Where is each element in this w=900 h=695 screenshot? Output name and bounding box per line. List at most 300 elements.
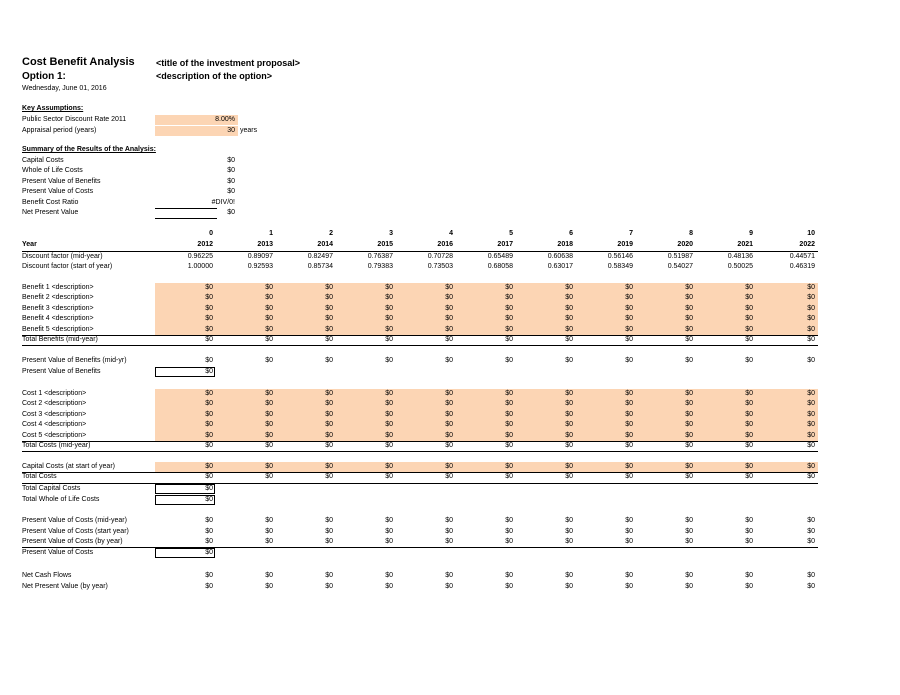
table-cell: 0.58349 [607, 263, 633, 270]
row-label: Discount factor (mid-year) [22, 252, 103, 260]
table-cell[interactable]: $0 [807, 294, 815, 302]
table-cell: $0 [625, 527, 633, 535]
assumption-discount-rate [22, 115, 322, 125]
table-cell: $0 [325, 336, 333, 343]
table-cell[interactable]: $0 [505, 400, 513, 408]
table-cell: 2 [329, 230, 333, 237]
table-cell: $0 [445, 538, 453, 545]
table-cell[interactable]: $0 [565, 325, 573, 333]
table-cell[interactable]: $0 [505, 463, 513, 470]
table-cell[interactable]: $0 [265, 431, 273, 439]
table-cell[interactable]: $0 [205, 400, 213, 408]
table-cell: $0 [445, 517, 453, 524]
table-cell[interactable]: $0 [505, 315, 513, 323]
table-cell: $0 [265, 582, 273, 590]
row-label: Benefit 5 <description> [22, 325, 94, 333]
table-cell[interactable]: $0 [565, 421, 573, 429]
table-cell[interactable]: $0 [325, 315, 333, 323]
table-cell[interactable]: $0 [445, 315, 453, 323]
benefit-row [22, 325, 818, 335]
table-cell: $0 [625, 442, 633, 449]
table-cell: $0 [505, 442, 513, 449]
table-cell: $0 [505, 572, 513, 579]
table-cell: $0 [205, 357, 213, 364]
net-cash-flows-row [22, 571, 818, 581]
row-label: Cost 5 <description> [22, 431, 87, 439]
cost-row [22, 399, 818, 409]
row-label: Present Value of Benefits (mid-yr) [22, 357, 127, 364]
table-cell[interactable]: $0 [565, 284, 573, 291]
table-cell: 1.00000 [187, 263, 213, 270]
table-cell: 0.65489 [487, 252, 513, 260]
summary-label: Capital Costs [22, 157, 64, 164]
table-cell: $0 [745, 517, 753, 524]
row-label: Discount factor (start of year) [22, 263, 113, 270]
table-cell: $0 [565, 572, 573, 579]
table-cell: $0 [445, 473, 453, 481]
table-cell: $0 [205, 473, 213, 481]
table-cell[interactable]: $0 [745, 463, 753, 470]
table-cell: $0 [325, 517, 333, 524]
table-cell: $0 [505, 582, 513, 590]
table-cell: 2021 [737, 241, 753, 248]
table-cell: $0 [565, 538, 573, 545]
table-cell[interactable]: $0 [205, 390, 213, 397]
table-cell[interactable]: $0 [445, 463, 453, 470]
table-cell[interactable]: $0 [565, 463, 573, 470]
cost-row [22, 431, 818, 441]
table-cell[interactable]: $0 [265, 284, 273, 291]
table-cell: $0 [265, 357, 273, 364]
table-cell[interactable]: $0 [385, 463, 393, 470]
table-cell[interactable]: $0 [205, 410, 213, 418]
table-cell: $0 [745, 572, 753, 579]
summary-divider [155, 208, 217, 209]
table-cell: 0.50025 [727, 263, 753, 270]
table-cell[interactable]: $0 [445, 325, 453, 333]
table-cell[interactable]: $0 [265, 325, 273, 333]
table-cell: $0 [807, 442, 815, 449]
table-cell[interactable]: $0 [385, 390, 393, 397]
table-cell[interactable]: $0 [445, 431, 453, 439]
table-cell[interactable]: $0 [505, 421, 513, 429]
page-title: Cost Benefit Analysis [22, 56, 135, 68]
table-cell[interactable]: $0 [205, 304, 213, 312]
table-cell[interactable]: $0 [807, 431, 815, 439]
table-cell: 0.89097 [247, 252, 273, 260]
table-cell: $0 [807, 517, 815, 524]
table-cell[interactable]: $0 [205, 421, 213, 429]
table-cell[interactable]: $0 [505, 294, 513, 302]
table-cell: $0 [565, 582, 573, 590]
table-cell: $0 [565, 517, 573, 524]
report-date: Wednesday, June 01, 2016 [22, 85, 107, 92]
table-cell[interactable]: $0 [625, 284, 633, 291]
summary-label: Benefit Cost Ratio [22, 198, 79, 206]
table-cell[interactable]: $0 [565, 304, 573, 312]
table-cell: $0 [807, 336, 815, 343]
table-cell[interactable]: $0 [445, 410, 453, 418]
table-cell[interactable]: $0 [745, 284, 753, 291]
table-cell: 0.54027 [667, 263, 693, 270]
table-cell[interactable]: $0 [325, 410, 333, 418]
table-cell[interactable]: $0 [807, 400, 815, 408]
table-cell[interactable]: $0 [445, 304, 453, 312]
table-cell: $0 [807, 582, 815, 590]
table-cell[interactable]: $0 [385, 431, 393, 439]
table-cell: 0.60638 [547, 252, 573, 260]
table-cell[interactable]: $0 [505, 390, 513, 397]
table-cell[interactable]: $0 [325, 431, 333, 439]
table-cell: $0 [265, 517, 273, 524]
table-cell: $0 [625, 517, 633, 524]
cost-row [22, 410, 818, 420]
table-cell: 0.48136 [727, 252, 753, 260]
table-cell[interactable]: $0 [807, 463, 815, 470]
year-row [22, 240, 818, 250]
option-label: Option 1: [22, 71, 66, 82]
table-cell: $0 [685, 572, 693, 579]
table-cell: $0 [385, 442, 393, 449]
cost-row [22, 389, 818, 399]
total-benefits-row [22, 335, 818, 345]
table-cell[interactable]: $0 [685, 284, 693, 291]
table-cell[interactable]: $0 [625, 463, 633, 470]
table-cell[interactable]: $0 [325, 421, 333, 429]
table-cell[interactable]: $0 [265, 463, 273, 470]
table-cell[interactable]: $0 [385, 304, 393, 312]
table-cell: 2018 [557, 241, 573, 248]
table-cell[interactable]: $0 [625, 315, 633, 323]
table-cell[interactable]: $0 [385, 315, 393, 323]
summary-value: #DIV/0! [211, 198, 235, 206]
table-cell: $0 [155, 484, 215, 494]
table-cell[interactable]: $0 [265, 304, 273, 312]
table-cell[interactable]: $0 [265, 315, 273, 323]
table-cell[interactable]: $0 [625, 325, 633, 333]
table-cell: $0 [385, 336, 393, 343]
table-cell[interactable]: $0 [445, 294, 453, 302]
table-cell[interactable]: $0 [325, 325, 333, 333]
table-cell: $0 [325, 572, 333, 579]
total-wol-costs-row [22, 495, 818, 505]
row-label: Year [22, 241, 37, 248]
table-cell: $0 [625, 538, 633, 545]
table-cell: 0.73503 [427, 263, 453, 270]
row-label: Total Costs [22, 473, 57, 481]
total-costs-mid-row [22, 441, 818, 451]
discount-mid-row [22, 252, 818, 262]
table-cell[interactable]: $0 [625, 390, 633, 397]
table-cell[interactable]: $0 [505, 410, 513, 418]
table-cell: 2012 [197, 241, 213, 248]
table-cell: $0 [205, 538, 213, 545]
period-number-row [22, 229, 818, 239]
table-cell: $0 [745, 442, 753, 449]
table-cell[interactable]: $0 [625, 294, 633, 302]
table-cell: $0 [445, 336, 453, 343]
table-cell[interactable]: $0 [205, 463, 213, 470]
table-cell[interactable]: $0 [685, 463, 693, 470]
table-cell[interactable]: $0 [745, 325, 753, 333]
table-cell[interactable]: $0 [445, 400, 453, 408]
table-cell: 3 [389, 230, 393, 237]
table-cell[interactable]: $0 [807, 304, 815, 312]
table-cell: $0 [505, 538, 513, 545]
pv-costs-start-row [22, 527, 818, 537]
table-cell: $0 [325, 538, 333, 545]
table-cell[interactable]: $0 [745, 315, 753, 323]
table-cell: $0 [745, 527, 753, 535]
table-cell[interactable]: $0 [385, 294, 393, 302]
summary-heading: Summary of the Results of the Analysis: [22, 146, 156, 153]
table-cell: $0 [745, 473, 753, 481]
table-cell: 0.70728 [427, 252, 453, 260]
summary-row [22, 156, 322, 166]
table-cell: $0 [807, 538, 815, 545]
table-cell: 0.68058 [487, 263, 513, 270]
table-cell[interactable]: $0 [745, 294, 753, 302]
table-cell[interactable]: $0 [385, 400, 393, 408]
table-cell[interactable]: $0 [807, 421, 815, 429]
table-cell[interactable]: $0 [625, 400, 633, 408]
table-cell[interactable]: $0 [325, 304, 333, 312]
table-cell[interactable]: $0 [745, 410, 753, 418]
row-label: Total Costs (mid-year) [22, 442, 91, 449]
table-cell: $0 [445, 442, 453, 449]
table-cell[interactable]: $0 [385, 325, 393, 333]
table-cell: $0 [265, 538, 273, 545]
row-divider [22, 345, 818, 346]
table-cell: 0.76387 [367, 252, 393, 260]
table-cell[interactable]: $0 [265, 421, 273, 429]
table-cell[interactable]: $0 [807, 325, 815, 333]
table-cell: $0 [807, 473, 815, 481]
summary-row [22, 208, 322, 218]
table-cell[interactable]: $0 [685, 400, 693, 408]
row-label: Present Value of Costs [22, 548, 94, 556]
table-cell: 9 [749, 230, 753, 237]
table-cell[interactable]: $0 [385, 410, 393, 418]
pv-benefits-mid-row [22, 356, 818, 366]
table-cell[interactable]: $0 [565, 294, 573, 302]
table-cell[interactable]: $0 [445, 421, 453, 429]
table-cell[interactable]: $0 [565, 431, 573, 439]
table-cell: $0 [205, 336, 213, 343]
table-cell[interactable]: $0 [807, 315, 815, 323]
table-cell[interactable]: $0 [205, 315, 213, 323]
table-cell: $0 [625, 473, 633, 481]
table-cell: $0 [685, 517, 693, 524]
table-cell: $0 [325, 442, 333, 449]
summary-row [22, 177, 322, 187]
table-cell[interactable]: $0 [745, 431, 753, 439]
table-cell: 0.44571 [789, 252, 815, 260]
row-label: Benefit 2 <description> [22, 294, 94, 302]
benefit-row [22, 293, 818, 303]
table-cell: $0 [155, 548, 215, 558]
table-cell[interactable]: $0 [265, 390, 273, 397]
row-label: Total Capital Costs [22, 485, 81, 492]
table-cell: $0 [625, 572, 633, 579]
table-cell[interactable]: $0 [745, 304, 753, 312]
table-cell[interactable]: $0 [205, 294, 213, 302]
table-cell: $0 [265, 527, 273, 535]
table-cell: 10 [807, 230, 815, 237]
table-cell[interactable]: $0 [685, 390, 693, 397]
table-cell: $0 [265, 473, 273, 481]
pv-costs-mid-row [22, 516, 818, 526]
table-cell: $0 [807, 572, 815, 579]
table-cell[interactable]: $0 [205, 431, 213, 439]
table-cell[interactable]: $0 [625, 431, 633, 439]
proposal-title: <title of the investment proposal> [156, 58, 301, 68]
table-cell[interactable]: $0 [745, 400, 753, 408]
assumptions-heading: Key Assumptions: [22, 105, 84, 112]
discount-rate-input[interactable]: 8.00% [155, 115, 238, 125]
table-cell[interactable]: $0 [445, 284, 453, 291]
table-cell[interactable]: $0 [325, 463, 333, 470]
table-cell: $0 [565, 473, 573, 481]
table-cell: $0 [385, 538, 393, 545]
table-cell: $0 [565, 442, 573, 449]
table-cell[interactable]: $0 [325, 390, 333, 397]
appraisal-period-input[interactable]: 30 [155, 126, 238, 136]
summary-row [22, 166, 322, 176]
summary-value: $0 [227, 209, 235, 216]
row-label: Present Value of Benefits [22, 367, 101, 375]
row-label: Present Value of Costs (mid-year) [22, 517, 127, 524]
npv-by-year-row [22, 582, 818, 592]
table-cell[interactable]: $0 [625, 304, 633, 312]
table-cell: $0 [625, 336, 633, 343]
table-cell: $0 [385, 473, 393, 481]
table-cell: $0 [505, 336, 513, 343]
row-label: Benefit 1 <description> [22, 284, 94, 291]
benefit-row [22, 304, 818, 314]
table-cell: $0 [685, 538, 693, 545]
table-cell: $0 [325, 527, 333, 535]
table-cell[interactable]: $0 [205, 284, 213, 291]
table-cell[interactable]: $0 [685, 431, 693, 439]
table-cell[interactable]: $0 [745, 421, 753, 429]
table-cell[interactable]: $0 [685, 410, 693, 418]
table-cell: 5 [509, 230, 513, 237]
table-cell: $0 [205, 572, 213, 579]
total-costs-row [22, 472, 818, 482]
table-cell[interactable]: $0 [565, 400, 573, 408]
row-label: Net Cash Flows [22, 572, 72, 579]
benefit-row [22, 314, 818, 324]
table-cell[interactable]: $0 [445, 390, 453, 397]
capital-costs-row [22, 462, 818, 472]
row-label: Total Benefits (mid-year) [22, 336, 98, 343]
table-cell[interactable]: $0 [807, 284, 815, 291]
row-label: Cost 4 <description> [22, 421, 87, 429]
table-cell[interactable]: $0 [745, 390, 753, 397]
table-cell: 2022 [799, 241, 815, 248]
table-cell[interactable]: $0 [265, 400, 273, 408]
appraisal-period-unit: years [240, 126, 258, 134]
row-label: Cost 3 <description> [22, 410, 87, 418]
table-cell[interactable]: $0 [205, 325, 213, 333]
table-cell: 0.51987 [667, 252, 693, 260]
table-cell: $0 [505, 357, 513, 364]
table-cell[interactable]: $0 [505, 284, 513, 291]
summary-value: $0 [227, 188, 235, 196]
table-cell[interactable]: $0 [265, 294, 273, 302]
table-cell: 2013 [257, 241, 273, 248]
table-cell: $0 [685, 442, 693, 449]
table-cell[interactable]: $0 [325, 400, 333, 408]
table-cell[interactable]: $0 [685, 294, 693, 302]
table-cell: 0.82497 [307, 252, 333, 260]
pv-benefits-row [22, 367, 818, 377]
table-cell: 2020 [677, 241, 693, 248]
table-cell: $0 [745, 357, 753, 364]
table-cell[interactable]: $0 [265, 410, 273, 418]
table-cell[interactable]: $0 [565, 315, 573, 323]
table-cell[interactable]: $0 [685, 421, 693, 429]
table-cell: 0.85734 [307, 263, 333, 270]
table-cell: $0 [445, 582, 453, 590]
table-cell[interactable]: $0 [505, 325, 513, 333]
table-cell[interactable]: $0 [625, 421, 633, 429]
table-cell[interactable]: $0 [565, 410, 573, 418]
assumption-label: Public Sector Discount Rate 2011 [22, 116, 127, 123]
summary-label: Whole of Life Costs [22, 167, 83, 175]
table-cell: $0 [505, 473, 513, 481]
table-cell: $0 [155, 495, 215, 505]
table-cell[interactable]: $0 [505, 431, 513, 439]
table-cell: $0 [685, 336, 693, 343]
table-cell[interactable]: $0 [625, 410, 633, 418]
table-cell: $0 [385, 582, 393, 590]
table-cell: $0 [265, 572, 273, 579]
table-cell: $0 [445, 357, 453, 364]
row-label: Cost 1 <description> [22, 390, 87, 397]
row-label: Benefit 3 <description> [22, 304, 94, 312]
table-cell: $0 [155, 367, 215, 377]
table-cell: 2016 [437, 241, 453, 248]
table-cell: 0 [209, 230, 213, 237]
table-cell: $0 [685, 527, 693, 535]
table-cell[interactable]: $0 [685, 304, 693, 312]
table-cell[interactable]: $0 [685, 325, 693, 333]
table-cell[interactable]: $0 [325, 294, 333, 302]
table-cell[interactable]: $0 [505, 304, 513, 312]
table-cell: $0 [565, 357, 573, 364]
table-cell[interactable]: $0 [807, 410, 815, 418]
option-description: <description of the option> [156, 71, 273, 81]
table-cell[interactable]: $0 [385, 421, 393, 429]
table-cell[interactable]: $0 [385, 284, 393, 291]
table-cell: 2014 [317, 241, 333, 248]
row-label: Net Present Value (by year) [22, 582, 108, 590]
table-cell: $0 [565, 527, 573, 535]
table-cell[interactable]: $0 [565, 390, 573, 397]
table-cell: $0 [325, 473, 333, 481]
table-cell[interactable]: $0 [685, 315, 693, 323]
table-cell: 0.92593 [247, 263, 273, 270]
table-cell: $0 [625, 582, 633, 590]
assumption-appraisal-period [22, 126, 322, 136]
table-cell[interactable]: $0 [325, 284, 333, 291]
table-cell: $0 [505, 517, 513, 524]
table-cell: 2019 [617, 241, 633, 248]
table-cell[interactable]: $0 [807, 390, 815, 397]
table-cell: $0 [385, 517, 393, 524]
